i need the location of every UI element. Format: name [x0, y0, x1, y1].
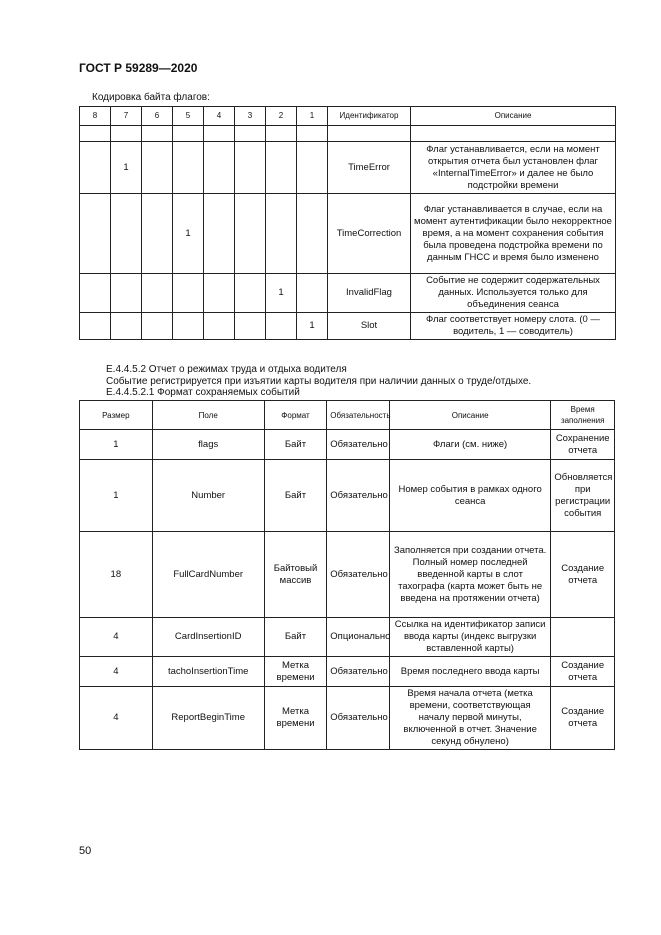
format-cell-req: Обязательно — [327, 657, 390, 687]
format-header-cell: Поле — [152, 401, 264, 430]
format-cell-desc: Флаги (см. ниже) — [389, 430, 551, 460]
flag-identifier: TimeError — [328, 142, 411, 194]
flag-bit-cell — [142, 274, 173, 313]
flag-bit-cell — [111, 194, 142, 274]
format-cell-field: flags — [152, 430, 264, 460]
flag-identifier: Slot — [328, 313, 411, 340]
format-cell-size: 1 — [80, 430, 153, 460]
flag-bit-cell — [235, 126, 266, 142]
flags-header-cell: 5 — [173, 107, 204, 126]
flags-header-cell: 8 — [80, 107, 111, 126]
format-cell-time: Создание отчета — [551, 687, 615, 750]
flag-bit-cell — [266, 142, 297, 194]
page-number: 50 — [79, 845, 92, 857]
flags-header-cell: Описание — [411, 107, 616, 126]
flag-bit-cell — [297, 274, 328, 313]
flag-bit-cell — [235, 142, 266, 194]
flags-row — [80, 126, 616, 142]
format-cell-desc: Номер события в рамках одного сеанса — [389, 460, 551, 532]
format-row — [80, 618, 615, 657]
format-header-cell: Формат — [264, 401, 327, 430]
format-cell-time: Обновляется при регистрации события — [551, 460, 615, 532]
flags-header-cell: 1 — [297, 107, 328, 126]
flag-bit-cell — [266, 194, 297, 274]
format-cell-format: Байт — [264, 430, 327, 460]
flag-bit-cell — [204, 194, 235, 274]
flag-identifier: InvalidFlag — [328, 274, 411, 313]
flags-caption: Кодировка байта флагов: — [92, 92, 210, 103]
flag-description: Флаг устанавливается в случае, если на момент аутентификации было некорректное время, а на момент сохранения события была проведена подстройка времени по данным ГНСС и время было изменено — [411, 194, 616, 274]
flag-bit-cell — [266, 313, 297, 340]
flag-bit-cell — [204, 313, 235, 340]
format-cell-size: 4 — [80, 687, 153, 750]
format-cell-size: 1 — [80, 460, 153, 532]
flag-bit-cell — [173, 142, 204, 194]
format-table — [79, 400, 615, 750]
format-row — [80, 460, 615, 532]
format-cell-format: Байтовый массив — [264, 532, 327, 618]
format-cell-time: Создание отчета — [551, 657, 615, 687]
flag-bit-cell — [80, 142, 111, 194]
format-cell-format: Байт — [264, 618, 327, 657]
flag-bit-cell: 1 — [111, 142, 142, 194]
flag-bit-cell — [111, 274, 142, 313]
flags-row — [80, 142, 616, 194]
format-table-header — [80, 401, 615, 430]
flag-identifier: TimeCorrection — [328, 194, 411, 274]
flag-description: Флаг соответствует номеру слота. (0 — водитель, 1 — соводитель) — [411, 313, 616, 340]
format-cell-size: 4 — [80, 618, 153, 657]
format-header-cell: Обязательность — [327, 401, 390, 430]
format-cell-req: Обязательно — [327, 430, 390, 460]
flag-bit-cell — [142, 142, 173, 194]
format-row — [80, 657, 615, 687]
flag-description: Событие не содержит содержательных данных. Используется только для объединения сеанса — [411, 274, 616, 313]
flag-bit-cell — [173, 274, 204, 313]
flag-bit-cell — [204, 126, 235, 142]
format-cell-size: 4 — [80, 657, 153, 687]
format-cell-field: CardInsertionID — [152, 618, 264, 657]
flags-header-cell: 4 — [204, 107, 235, 126]
flag-bit-cell — [173, 126, 204, 142]
flag-bit-cell — [80, 313, 111, 340]
flag-bit-cell — [297, 142, 328, 194]
format-cell-desc: Время начала отчета (метка времени, соответствующая началу первой минуты, включенной в отчет. Значение секунд обнулено) — [389, 687, 551, 750]
format-row — [80, 430, 615, 460]
flags-row — [80, 274, 616, 313]
flag-bit-cell — [235, 194, 266, 274]
format-row — [80, 687, 615, 750]
format-cell-field: FullCardNumber — [152, 532, 264, 618]
flag-bit-cell — [235, 274, 266, 313]
flags-row — [80, 313, 616, 340]
flags-header-cell: 2 — [266, 107, 297, 126]
flag-description — [411, 126, 616, 142]
flag-bit-cell — [266, 126, 297, 142]
section-subheading: Е.4.4.5.2.1 Формат сохраняемых событий — [106, 387, 300, 398]
flag-bit-cell — [204, 142, 235, 194]
flags-table — [79, 106, 616, 340]
section-text: Событие регистрируется при изъятии карты водителя при наличии данных о труде/отдыхе. — [106, 376, 532, 387]
format-cell-req: Обязательно — [327, 460, 390, 532]
flag-bit-cell — [80, 274, 111, 313]
flag-bit-cell — [80, 126, 111, 142]
format-header-cell: Время заполнения — [551, 401, 615, 430]
flags-header-cell: 6 — [142, 107, 173, 126]
flag-bit-cell — [297, 126, 328, 142]
flag-bit-cell: 1 — [297, 313, 328, 340]
format-cell-field: tachoInsertionTime — [152, 657, 264, 687]
flag-bit-cell — [142, 126, 173, 142]
flags-header-cell: 3 — [235, 107, 266, 126]
flag-description: Флаг устанавливается, если на момент открытия отчета был установлен флаг «InternalTimeError» и далее не было подстройки времени — [411, 142, 616, 194]
format-cell-req: Обязательно — [327, 532, 390, 618]
format-cell-format: Метка времени — [264, 657, 327, 687]
flags-row — [80, 194, 616, 274]
flag-bit-cell — [80, 194, 111, 274]
format-cell-desc: Ссылка на идентификатор записи ввода карты (индекс выгрузки вставленной карты) — [389, 618, 551, 657]
format-cell-req: Обязательно — [327, 687, 390, 750]
format-cell-format: Метка времени — [264, 687, 327, 750]
flags-table-header — [80, 107, 616, 126]
format-cell-time — [551, 618, 615, 657]
format-cell-desc: Заполняется при создании отчета. Полный номер последней введенной карты в слот тахографа (карта может быть не введена на протяжении отчета) — [389, 532, 551, 618]
flags-header-cell: 7 — [111, 107, 142, 126]
format-cell-desc: Время последнего ввода карты — [389, 657, 551, 687]
flag-bit-cell: 1 — [266, 274, 297, 313]
format-cell-size: 18 — [80, 532, 153, 618]
format-cell-time: Создание отчета — [551, 532, 615, 618]
flag-bit-cell — [142, 194, 173, 274]
flag-bit-cell — [173, 313, 204, 340]
flag-bit-cell — [142, 313, 173, 340]
format-header-cell: Размер — [80, 401, 153, 430]
format-cell-field: Number — [152, 460, 264, 532]
format-header-cell: Описание — [389, 401, 551, 430]
flag-bit-cell: 1 — [173, 194, 204, 274]
flag-identifier — [328, 126, 411, 142]
flag-bit-cell — [297, 194, 328, 274]
flag-bit-cell — [111, 126, 142, 142]
flag-bit-cell — [235, 313, 266, 340]
flag-bit-cell — [111, 313, 142, 340]
format-cell-time: Сохранение отчета — [551, 430, 615, 460]
format-cell-field: ReportBeginTime — [152, 687, 264, 750]
format-row — [80, 532, 615, 618]
section-heading: Е.4.4.5.2 Отчет о режимах труда и отдыха водителя — [106, 364, 347, 375]
flags-header-cell: Идентификатор — [328, 107, 411, 126]
flag-bit-cell — [204, 274, 235, 313]
format-cell-format: Байт — [264, 460, 327, 532]
format-cell-req: Опционально — [327, 618, 390, 657]
document-header: ГОСТ Р 59289—2020 — [79, 61, 198, 75]
